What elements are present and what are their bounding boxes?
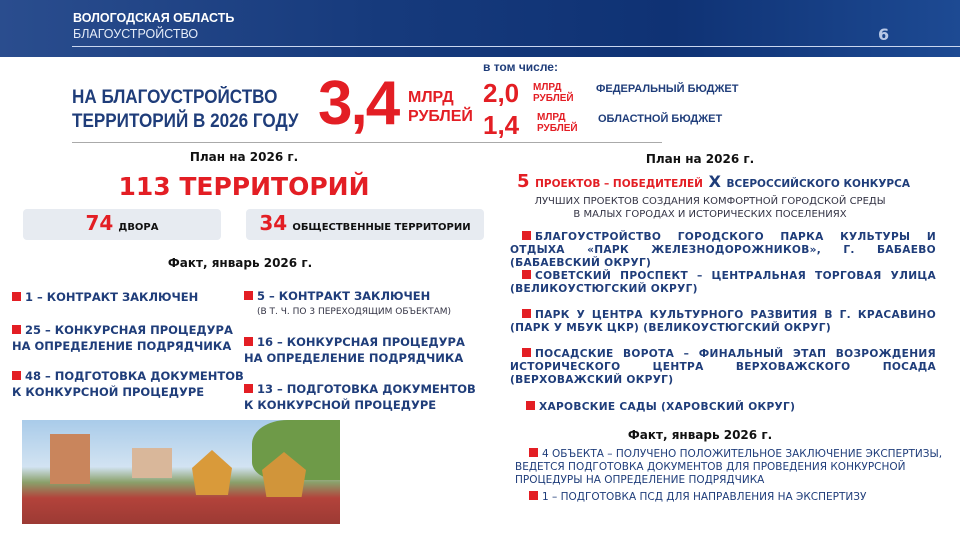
list-item <box>12 368 244 400</box>
fact-text: 1 – ПОДГОТОВКА ПСД ДЛЯ НАПРАВЛЕНИЯ НА ЭКСПЕРТИЗУ <box>542 491 867 503</box>
unit-line1: МЛРД <box>408 89 454 106</box>
contest-label: ВСЕРОССИЙСКОГО КОНКУРСА <box>726 178 910 190</box>
page-number: 6 <box>878 25 890 44</box>
budget-total: 3,4 <box>318 69 399 138</box>
contest-line <box>517 171 910 192</box>
playground-photo <box>22 420 340 524</box>
public-label: ОБЩЕСТВЕННЫЕ ТЕРРИТОРИИ <box>292 222 471 233</box>
bullet-icon <box>526 401 535 410</box>
yards-box <box>23 209 221 240</box>
item-note: (В Т. Ч. ПО 3 ПЕРЕХОДЯЩИМ ОБЪЕКТАМ) <box>257 307 452 317</box>
bullet-icon <box>244 337 253 346</box>
budget-title-line1: НА БЛАГОУСТРОЙСТВО <box>72 87 278 108</box>
unit2: РУБЛЕЙ <box>533 93 574 104</box>
winners-label: ПРОЕКТОВ – ПОБЕДИТЕЛЕЙ <box>535 178 703 190</box>
public-count: 34 <box>259 211 288 235</box>
list-item <box>12 289 237 305</box>
project-item <box>510 270 936 296</box>
project-text: ХАРОВСКИЕ САДЫ (ХАРОВСКИЙ ОКРУГ) <box>539 401 796 413</box>
budget-title <box>72 86 298 134</box>
contest-sub1: ЛУЧШИХ ПРОЕКТОВ СОЗДАНИЯ КОМФОРТНОЙ ГОРОДСКОЙ СРЕДЫ <box>534 196 886 207</box>
plan-heading-right: План на 2026 г. <box>645 152 755 166</box>
bullet-icon <box>522 309 531 318</box>
unit-line2: РУБЛЕЙ <box>408 108 473 125</box>
project-text: ПОСАДСКИЕ ВОРОТА – ФИНАЛЬНЫЙ ЭТАП ВОЗРОЖДЕНИЯ ИСТОРИЧЕСКОГО ЦЕНТРА ВЕРХОВАЖСКОГО ПОСАДА (ВЕРХОВАЖСКИЙ ОКРУГ) <box>510 348 936 386</box>
list-item <box>244 288 484 320</box>
bullet-icon <box>529 448 538 457</box>
play-structure <box>192 450 232 495</box>
item-text: 13 – ПОДГОТОВКА ДОКУМЕНТОВ К КОНКУРСНОЙ ПРОЦЕДУРЕ <box>244 382 476 412</box>
divider <box>72 142 662 143</box>
project-text: ПАРК У ЦЕНТРА КУЛЬТУРНОГО РАЗВИТИЯ В Г. КРАСАВИНО (ПАРК У МБУК ЦКР) (ВЕЛИКОУСТЮГСКИЙ ОКРУГ) <box>510 309 936 334</box>
project-text: СОВЕТСКИЙ ПРОСПЕКТ – ЦЕНТРАЛЬНАЯ ТОРГОВАЯ УЛИЦА (ВЕЛИКОУСТЮГСКИЙ ОКРУГ) <box>510 270 936 295</box>
section-title: БЛАГОУСТРОЙСТВО <box>73 27 199 41</box>
plan-heading-left: План на 2026 г. <box>189 150 299 164</box>
bullet-icon <box>12 325 21 334</box>
including-label: в том числе: <box>483 60 558 74</box>
project-item <box>510 231 936 270</box>
bullet-icon <box>522 270 531 279</box>
item-text: 25 – КОНКУРСНАЯ ПРОЦЕДУРА НА ОПРЕДЕЛЕНИЕ ПОДРЯДЧИКА <box>12 323 233 353</box>
bullet-icon <box>522 348 531 357</box>
budget-total-unit <box>408 88 473 126</box>
federal-value: 2,0 <box>483 78 520 108</box>
fact-heading-left: Факт, январь 2026 г. <box>167 256 313 270</box>
bullet-icon <box>12 371 21 380</box>
winners-count: 5 <box>517 171 530 192</box>
yards-count: 74 <box>85 211 114 235</box>
region-title: ВОЛОГОДСКАЯ ОБЛАСТЬ <box>73 11 235 25</box>
territories-total: 113 ТЕРРИТОРИЙ <box>118 172 370 201</box>
fact-item <box>515 448 945 487</box>
building <box>132 448 172 478</box>
unit1: МЛРД <box>537 112 566 123</box>
item-text: 48 – ПОДГОТОВКА ДОКУМЕНТОВ К КОНКУРСНОЙ ПРОЦЕДУРЕ <box>12 369 244 399</box>
project-item <box>510 401 936 414</box>
list-item <box>244 334 480 366</box>
federal-label: ФЕДЕРАЛЬНЫЙ БЮДЖЕТ <box>596 83 739 95</box>
item-text: 5 – КОНТРАКТ ЗАКЛЮЧЕН <box>257 289 431 303</box>
header-divider <box>72 46 960 47</box>
bullet-icon <box>12 292 21 301</box>
federal-unit <box>533 82 574 104</box>
fact-text: 4 ОБЪЕКТА – ПОЛУЧЕНО ПОЛОЖИТЕЛЬНОЕ ЗАКЛЮЧЕНИЕ ЭКСПЕРТИЗЫ, ВЕДЕТСЯ ПОДГОТОВКА ДОКУМЕНТОВ ДЛЯ ПРОВЕДЕНИЯ КОНКУРСНОЙ ПРОЦЕДУРЫ НА ОПРЕДЕЛЕНИЕ ПОДРЯДЧИКА <box>515 448 943 486</box>
list-item <box>12 322 244 354</box>
contest-sub2: В МАЛЫХ ГОРОДАХ И ИСТОРИЧЕСКИХ ПОСЕЛЕНИЯХ <box>573 209 847 220</box>
budget-title-line2: ТЕРРИТОРИЙ В 2026 ГОДУ <box>72 111 299 132</box>
building <box>50 434 90 484</box>
regional-value: 1,4 <box>483 110 520 140</box>
unit1: МЛРД <box>533 82 562 93</box>
project-item <box>510 348 936 387</box>
regional-label: ОБЛАСТНОЙ БЮДЖЕТ <box>598 113 723 125</box>
item-text: 1 – КОНТРАКТ ЗАКЛЮЧЕН <box>25 290 199 304</box>
bullet-icon <box>522 231 531 240</box>
fact-heading-right: Факт, январь 2026 г. <box>627 428 773 442</box>
fact-item <box>529 491 949 504</box>
item-text: 16 – КОНКУРСНАЯ ПРОЦЕДУРА НА ОПРЕДЕЛЕНИЕ ПОДРЯДЧИКА <box>244 335 465 365</box>
public-box <box>246 209 484 240</box>
contest-roman: X <box>708 172 721 191</box>
bullet-icon <box>244 291 253 300</box>
project-text: БЛАГОУСТРОЙСТВО ГОРОДСКОГО ПАРКА КУЛЬТУРЫ И ОТДЫХА «ПАРК ЖЕЛЕЗНОДОРОЖНИКОВ», Г. БАБАЕВО (БАБАЕВСКИЙ ОКРУГ) <box>510 231 936 269</box>
project-item <box>510 309 936 335</box>
list-item <box>244 381 480 413</box>
bullet-icon <box>244 384 253 393</box>
unit2: РУБЛЕЙ <box>537 123 578 134</box>
regional-unit <box>537 112 578 134</box>
yards-label: ДВОРА <box>118 222 159 233</box>
bullet-icon <box>529 491 538 500</box>
contest-sub <box>490 195 930 221</box>
